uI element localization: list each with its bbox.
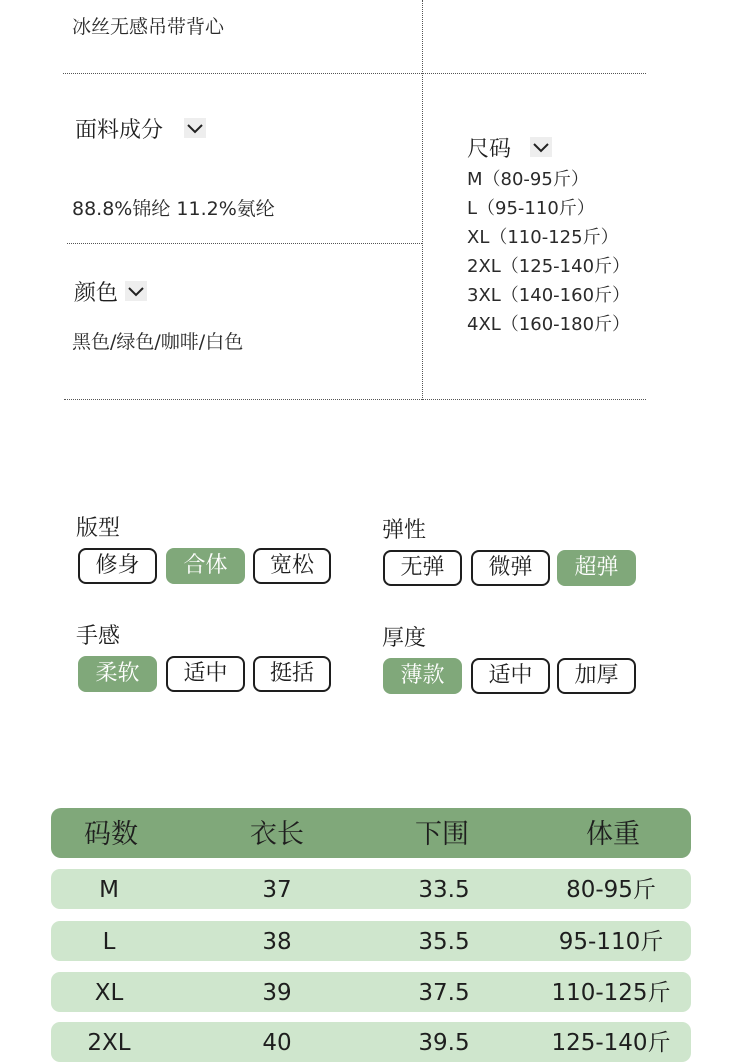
fit-option[interactable]: 合体 bbox=[166, 548, 245, 584]
size-list bbox=[467, 165, 630, 339]
elasticity-option[interactable]: 超弹 bbox=[557, 550, 636, 586]
hand-feel-title: 手感 bbox=[76, 624, 121, 649]
fabric-value: 88.8%锦纶 11.2%氨纶 bbox=[72, 198, 275, 220]
table-row bbox=[51, 869, 691, 909]
fabric-chevron-down-icon[interactable] bbox=[184, 118, 206, 138]
table-cell: L bbox=[102, 929, 116, 955]
size-title: 尺码 bbox=[467, 137, 512, 162]
table-cell: M bbox=[99, 877, 119, 903]
table-cell: XL bbox=[94, 980, 124, 1006]
header-cell: 码数 bbox=[84, 819, 138, 850]
size-item: 4XL（160-180斤） bbox=[467, 314, 631, 335]
thickness-option[interactable]: 加厚 bbox=[557, 658, 636, 694]
table-cell: 2XL bbox=[87, 1030, 131, 1056]
table-cell: 37 bbox=[262, 877, 292, 903]
elasticity-option[interactable]: 微弹 bbox=[471, 550, 550, 586]
fit-title: 版型 bbox=[76, 516, 121, 541]
divider-top bbox=[63, 73, 646, 74]
divider-bottom bbox=[64, 399, 646, 400]
vertical-divider bbox=[422, 0, 423, 400]
divider-middle bbox=[67, 243, 422, 244]
color-chevron-down-icon[interactable] bbox=[125, 281, 147, 301]
table-cell: 38 bbox=[262, 929, 292, 955]
size-item: L（95-110斤） bbox=[467, 198, 595, 219]
color-value: 黑色/绿色/咖啡/白色 bbox=[72, 331, 244, 353]
table-cell: 80-95斤 bbox=[566, 877, 656, 903]
hand-feel-option[interactable]: 柔软 bbox=[78, 656, 157, 692]
hand-feel-option[interactable]: 挺括 bbox=[253, 656, 331, 692]
size-item: XL（110-125斤） bbox=[467, 227, 619, 248]
header-cell: 体重 bbox=[586, 819, 640, 850]
thickness-option[interactable]: 薄款 bbox=[383, 658, 462, 694]
elasticity-title: 弹性 bbox=[382, 518, 427, 543]
table-cell: 95-110斤 bbox=[558, 929, 664, 955]
table-cell: 39 bbox=[262, 980, 292, 1006]
thickness-title: 厚度 bbox=[382, 626, 427, 651]
fit-option[interactable]: 修身 bbox=[78, 548, 157, 584]
header-cell: 衣长 bbox=[250, 819, 304, 850]
table-row bbox=[51, 1022, 691, 1062]
table-cell: 39.5 bbox=[418, 1030, 470, 1056]
hand-feel-option[interactable]: 适中 bbox=[166, 656, 245, 692]
size-item: M（80-95斤） bbox=[467, 169, 589, 190]
table-cell: 125-140斤 bbox=[551, 1030, 671, 1056]
size-chevron-down-icon[interactable] bbox=[530, 137, 552, 157]
table-row bbox=[51, 921, 691, 961]
size-item: 2XL（125-140斤） bbox=[467, 256, 631, 277]
fabric-title: 面料成分 bbox=[75, 118, 164, 143]
table-cell: 35.5 bbox=[418, 929, 470, 955]
table-cell: 33.5 bbox=[418, 877, 470, 903]
color-title: 颜色 bbox=[74, 281, 119, 306]
fit-option[interactable]: 宽松 bbox=[253, 548, 331, 584]
thickness-option[interactable]: 适中 bbox=[471, 658, 550, 694]
table-row bbox=[51, 972, 691, 1012]
size-item: 3XL（140-160斤） bbox=[467, 285, 631, 306]
table-cell: 37.5 bbox=[418, 980, 470, 1006]
table-cell: 40 bbox=[262, 1030, 292, 1056]
table-cell: 110-125斤 bbox=[551, 980, 671, 1006]
product-name: 冰丝无感吊带背心 bbox=[72, 16, 225, 38]
elasticity-option[interactable]: 无弹 bbox=[383, 550, 462, 586]
size-table-header bbox=[51, 808, 691, 858]
header-cell: 下围 bbox=[415, 819, 469, 850]
